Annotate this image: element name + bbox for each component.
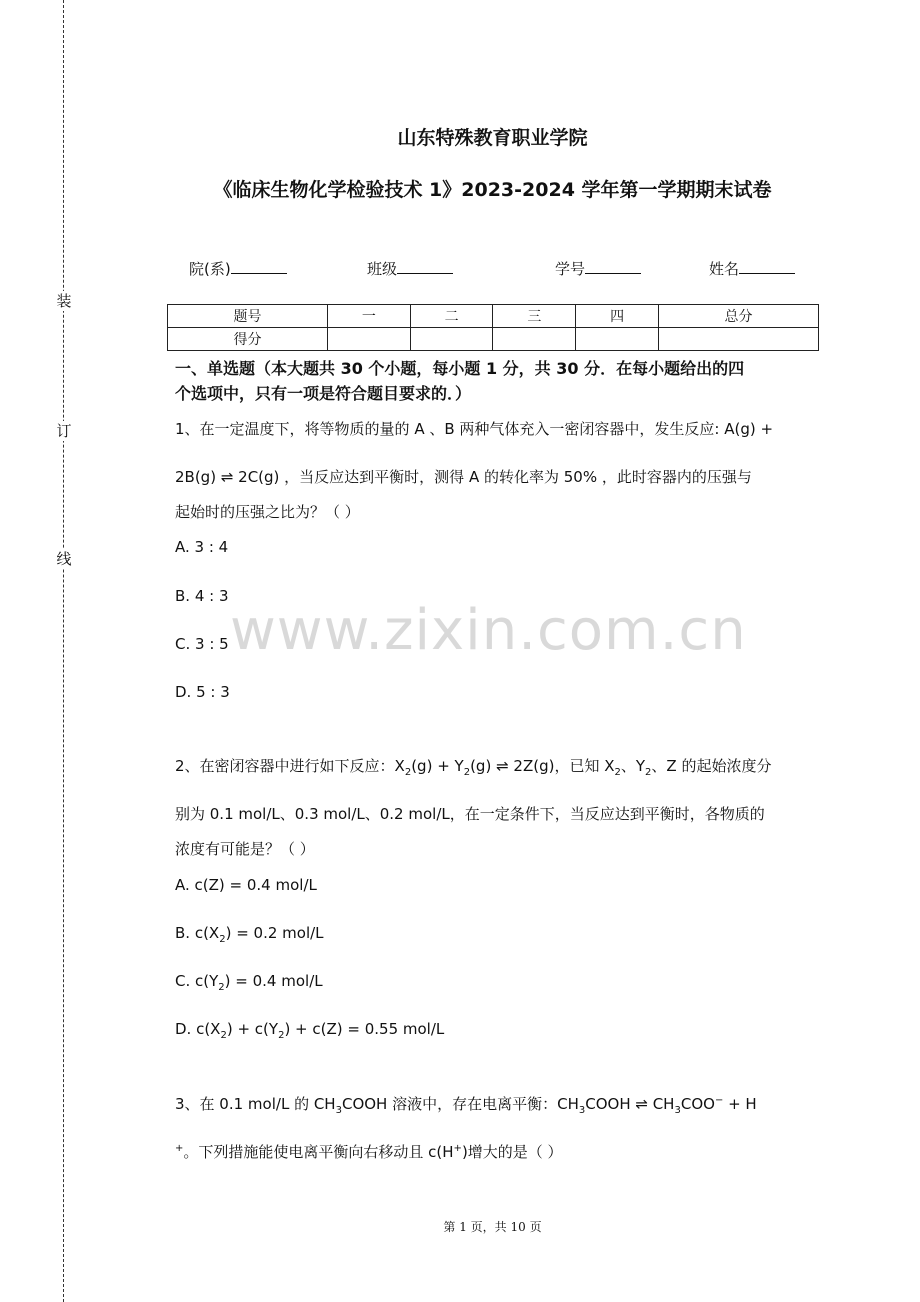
subscript: 2	[463, 767, 471, 778]
q2-line2: 别为 0.1 mol/L、0.3 mol/L、0.2 mol/L，在一定条件下，当反应达到平衡时，各物质的	[175, 805, 765, 823]
info-name	[709, 258, 795, 279]
subscript: 2	[278, 1030, 285, 1041]
q1-option-c[interactable]: C. 3 : 5	[175, 635, 229, 653]
q2-text: 、Y	[620, 757, 646, 775]
q2-option-a[interactable]: A. c(Z) = 0.4 mol/L	[175, 876, 317, 894]
q3-text: COOH ⇌ CH	[585, 1095, 675, 1113]
subscript: 2	[404, 767, 412, 778]
info-student-id	[555, 258, 641, 279]
q1-option-d[interactable]: D. 5 : 3	[175, 683, 230, 701]
exam-title: 《临床生物化学检验技术 1》2023-2024 学年第一学期期末试卷	[213, 179, 772, 201]
q2-text: 2、在密闭容器中进行如下反应：X	[175, 757, 405, 775]
name-label: 姓名	[709, 260, 740, 278]
q1-line3: 起始时的压强之比为？（ ）	[175, 503, 360, 521]
binding-char-xian: 线	[56, 550, 72, 568]
class-blank[interactable]	[397, 258, 453, 274]
class-label: 班级	[367, 260, 398, 278]
q2-option-b[interactable]	[175, 924, 324, 945]
score-cell: 四	[576, 305, 659, 328]
dept-blank[interactable]	[231, 258, 287, 274]
q3-text: + H	[723, 1095, 757, 1113]
q2-text: (g) + Y	[411, 757, 464, 775]
opt-text: ) = 0.4 mol/L	[224, 972, 323, 990]
score-cell: 题号	[168, 305, 328, 328]
q3-text: COO	[680, 1095, 715, 1113]
score-table-score-row	[168, 328, 819, 351]
superscript: −	[714, 1095, 724, 1106]
binding-char-zhuang: 装	[56, 292, 72, 310]
score-table	[167, 304, 819, 351]
student-id-blank[interactable]	[585, 258, 641, 274]
subscript: 3	[674, 1105, 681, 1116]
score-cell: 三	[493, 305, 576, 328]
q1-option-b[interactable]: B. 4 : 3	[175, 587, 229, 605]
opt-text: ) + c(Z) = 0.55 mol/L	[284, 1020, 445, 1038]
subscript: 3	[578, 1105, 586, 1116]
dept-label: 院(系)	[189, 260, 231, 278]
score-input-cell[interactable]	[493, 328, 576, 351]
name-blank[interactable]	[739, 258, 795, 274]
q3-text: 。下列措施能使电离平衡向右移动且 c(H	[183, 1143, 454, 1161]
section-heading	[175, 356, 825, 406]
q2-option-d[interactable]	[175, 1020, 444, 1041]
q1-option-a[interactable]: A. 3 : 4	[175, 538, 229, 556]
score-input-cell[interactable]	[658, 328, 818, 351]
q3-text: )增大的是（ ）	[461, 1143, 563, 1161]
watermark: www.zixin.com.cn	[230, 598, 747, 663]
q1-line1: 1、在一定温度下，将等物质的量的 A 、B 两种气体充入一密闭容器中，发生反应: A(g) +	[175, 420, 774, 438]
q3-line1	[175, 1093, 757, 1116]
score-cell: 得分	[168, 328, 328, 351]
opt-text: B. c(X	[175, 924, 220, 942]
info-class	[367, 258, 453, 279]
score-input-cell[interactable]	[576, 328, 659, 351]
subscript: 2	[218, 982, 225, 993]
student-id-label: 学号	[555, 260, 586, 278]
score-cell: 总分	[658, 305, 818, 328]
score-cell: 一	[327, 305, 410, 328]
score-table-header-row	[168, 305, 819, 328]
school-name: 山东特殊教育职业学院	[397, 127, 588, 149]
subscript: 2	[220, 1030, 227, 1041]
q3-text: COOH 溶液中，存在电离平衡：CH	[341, 1095, 579, 1113]
superscript: +	[453, 1143, 462, 1154]
q2-line3: 浓度有可能是？（ ）	[175, 840, 315, 858]
opt-text: ) + c(Y	[226, 1020, 279, 1038]
opt-text: C. c(Y	[175, 972, 219, 990]
info-dept	[189, 258, 287, 279]
q3-text: 3、在 0.1 mol/L 的 CH	[175, 1095, 336, 1113]
page-footer: 第 1 页，共 10 页	[443, 1220, 542, 1234]
section-heading-line2: 个选项中，只有一项是符合题目要求的．）	[175, 384, 472, 403]
superscript: +	[175, 1143, 184, 1154]
subscript: 2	[614, 767, 621, 778]
opt-text: D. c(X	[175, 1020, 221, 1038]
q2-line1	[175, 755, 771, 778]
subscript: 2	[645, 767, 652, 778]
q2-option-c[interactable]	[175, 972, 323, 993]
section-heading-line1: 一、单选题（本大题共 30 个小题，每小题 1 分，共 30 分．在每小题给出的四	[175, 359, 745, 378]
binding-char-ding: 订	[56, 422, 72, 440]
subscript: 2	[219, 934, 226, 945]
q2-text: (g) ⇌ 2Z(g)，已知 X	[470, 757, 615, 775]
score-cell: 二	[410, 305, 493, 328]
q2-text: 、Z 的起始浓度分	[651, 757, 772, 775]
score-input-cell[interactable]	[327, 328, 410, 351]
score-input-cell[interactable]	[410, 328, 493, 351]
subscript: 3	[335, 1105, 342, 1116]
opt-text: ) = 0.2 mol/L	[225, 924, 324, 942]
q3-line2	[175, 1141, 563, 1162]
q1-line2: 2B(g) ⇌ 2C(g) ，当反应达到平衡时，测得 A 的转化率为 50% ，此时容器内的压强与	[175, 468, 752, 486]
